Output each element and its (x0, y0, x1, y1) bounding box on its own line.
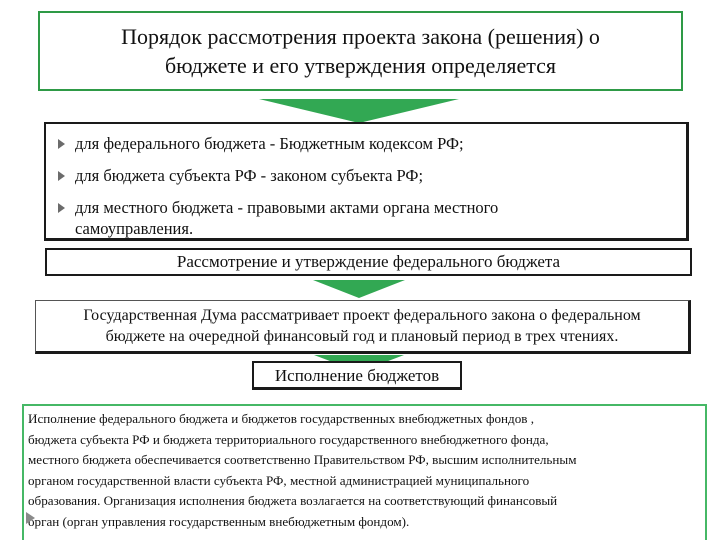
federal-budget-header: Рассмотрение и утверждение федерального бюджета (45, 248, 692, 276)
execution-description-box (22, 404, 707, 540)
budget-law-list (44, 122, 689, 241)
title-line-2: бюджете и его утверждения определяется (164, 53, 557, 78)
duma-line-2: бюджете на очередной финансовый год и плановый период в трех чтениях. (105, 328, 619, 345)
list-item-text (75, 197, 498, 239)
execution-line-3: местного бюджета обеспечивается соответственно Правительством РФ, высшим исполнительным (28, 452, 577, 467)
down-arrow-icon (313, 280, 405, 298)
list-item-line-1: для местного бюджета - правовыми актами органа местного (75, 198, 499, 217)
bullet-arrow-icon (26, 512, 35, 524)
execution-header: Исполнение бюджетов (252, 361, 462, 390)
list-item-subject (58, 165, 674, 187)
duma-review-box (35, 300, 691, 354)
list-item-text: для бюджета субъекта РФ - законом субъекта РФ; (75, 166, 424, 185)
bullet-arrow-icon (58, 171, 65, 181)
duma-line-1: Государственная Дума рассматривает проект федерального закона о федеральном (83, 307, 641, 324)
bullet-arrow-icon (58, 203, 65, 213)
title-text (121, 22, 600, 80)
list-item-line-2: самоуправления. (75, 219, 194, 238)
execution-line-5: образования. Организация исполнения бюджета возлагается на соответствующий финансовый (28, 493, 558, 508)
execution-line-2: бюджета субъекта РФ и бюджета территориального государственного внебюджетного фонда, (28, 431, 549, 447)
bullet-arrow-icon (58, 139, 65, 149)
list-item-local (58, 197, 674, 239)
execution-line-1: Исполнение федерального бюджета и бюджетов государственных внебюджетных фондов , (28, 411, 534, 426)
title-box (38, 11, 683, 91)
title-line-1: Порядок рассмотрения проекта закона (решения) о (121, 24, 600, 49)
down-arrow-icon (259, 99, 459, 123)
execution-line-6: орган (орган управления государственным внебюджетным фондом). (28, 513, 410, 529)
list-item-federal (58, 133, 674, 155)
execution-line-4: органом государственной власти субъекта РФ, местной администрацией муниципального (28, 472, 530, 488)
list-item-text: для федерального бюджета - Бюджетным кодексом РФ; (75, 134, 464, 153)
